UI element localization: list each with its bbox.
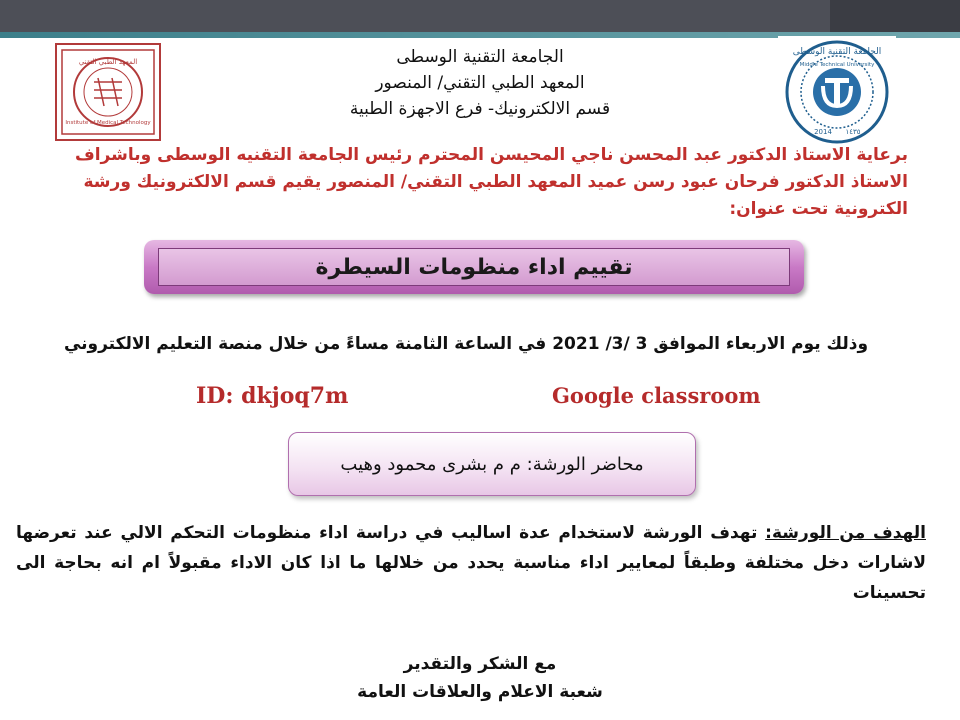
header-university: الجامعة التقنية الوسطى (396, 47, 564, 67)
university-logo (778, 36, 896, 148)
goal-label: الهدف من الورشة: (765, 523, 926, 543)
classroom-id: ID: dkjoq7m (196, 383, 349, 409)
logo-right-arabic: الجامعة التقنية الوسطى (792, 47, 882, 57)
closing (330, 650, 630, 706)
sponsorship-intro: برعاية الاستاذ الدكتور عبد المحسن ناجي المحيسن المحترم رئيس الجامعة التقنيه الوسطى وباشراف الاستاذ الدكتور فرحان عبود رسن عميد المعهد الطبي التقني/ المنصور يقيم قسم الالكترونيك ورشة الكترونية تحت عنوان: (74, 145, 908, 219)
workshop-title: تقييم اداء منظومات السيطرة (315, 254, 633, 280)
header-department: قسم الالكترونيك- فرع الاجهزة الطبية (349, 99, 611, 119)
institution-header (260, 44, 700, 122)
closing-signature: شعبة الاعلام والعلاقات العامة (357, 682, 603, 702)
lecturer-name: محاضر الورشة: م م بشرى محمود وهيب (340, 453, 644, 475)
closing-thanks: مع الشكر والتقدير (403, 654, 557, 674)
lecturer-box (288, 432, 696, 496)
platform-name: Google classroom (552, 383, 761, 408)
workshop-title-banner (144, 240, 804, 294)
logo-right-latin: Middle Technical University (799, 62, 875, 68)
logo-right-year-hijri: ١٤٣٥ (845, 128, 861, 136)
logo-right-year: 2014 (814, 128, 832, 136)
logo-left-latin: Institute of Medical Technology (65, 120, 151, 126)
workshop-title-frame (158, 248, 790, 286)
top-bar (0, 0, 960, 32)
header-institute: المعهد الطبي التقني/ المنصور (375, 73, 585, 93)
top-bar-accent (830, 0, 960, 32)
workshop-date-time: وذلك يوم الاربعاء الموافق 3 /3/ 2021 في الساعة الثامنة مساءً من خلال منصة التعليم الالكتروني (63, 334, 869, 354)
institute-logo (54, 42, 162, 142)
logo-left-arabic: المعهد الطبي التقني (78, 58, 138, 66)
workshop-goal (16, 518, 926, 608)
goal-text: تهدف الورشة لاستخدام عدة اساليب في دراسة اداء منظومات التحكم الالي عند تعرضها لاشارات دخل مختلفة وطبقاً لمعايير اداء مناسبة يحدد من خلالها ما اذا كان الاداء مقبولاً ام انه بحاجة الى تحسينات (16, 523, 926, 603)
